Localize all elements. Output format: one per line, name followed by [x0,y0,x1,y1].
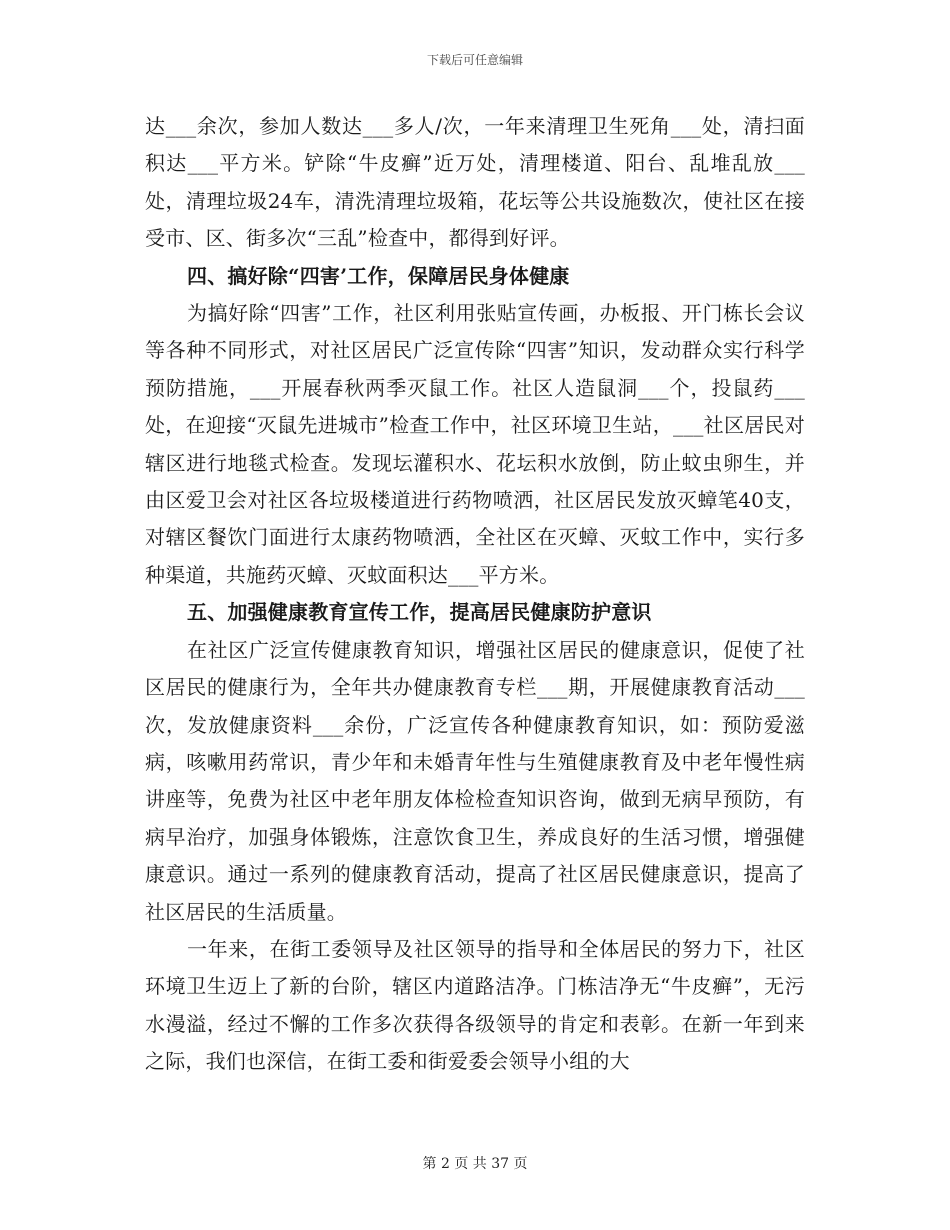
page-header-note: 下载后可任意编辑 [426,53,523,67]
paragraph-cleanup-summary: 达___余次，参加人数达___多人/次，一年来清理卫生死角___处，清扫面积达___平方米。铲除“牛皮癣”近万处，清理楼道、阳台、乱堆乱放___处，清理垃圾24车，清洗清理垃圾箱，花坛等公共设施数次，使社区在接受市、区、街多次“三乱”检查中，都得到好评。 [145,114,805,251]
document-body [145,108,805,1081]
section-heading-health-education: 五、加强健康教育宣传工作，提高居民健康防护意识 [187,600,652,625]
paragraph-year-summary: 一年来，在街工委领导及社区领导的指导和全体居民的努力下，社区环境卫生迈上了新的台阶，辖区内道路洁净。门栋洁净无“牛皮癣”，无污水漫溢，经过不懈的工作多次获得各级领导的肯定和表彰。在新一年到来之际，我们也深信，在街工委和街爱委会领导小组的大 [145,936,805,1074]
page-number: 第 2 页 共 37 页 [422,1156,528,1172]
section-heading-four-pests: 四、搞好除“四害’工作，保障居民身体健康 [187,263,570,288]
paragraph-four-pests: 为搞好除“四害”工作，社区利用张贴宣传画，办板报、开门栋长会议等各种不同形式，对社区居民广泛宣传除“四害”知识，发动群众实行科学预防措施，___开展春秋两季灭鼠工作。社区人造鼠洞___个，投鼠药___处，在迎接“灭鼠先进城市”检查工作中，社区环境卫生站，___社区居民对辖区进行地毯式检查。发现坛灌积水、花坛积水放倒，防止蚊虫卵生，并由区爱卫会对社区各垃圾楼道进行药物喷洒，社区居民发放灭蟑笔40支，对辖区餐饮门面进行太康药物喷洒，全社区在灭蟑、灭蚊工作中，实行多种渠道，共施药灭蟑、灭蚊面积达___平方米。 [145,301,805,587]
paragraph-health-education: 在社区广泛宣传健康教育知识，增强社区居民的健康意识，促使了社区居民的健康行为，全年共办健康教育专栏___期，开展健康教育活动___次，发放健康资料___余份，广泛宣传各种健康教育知识，如：预防爱滋病，咳嗽用药常识，青少年和未婚青年性与生殖健康教育及中老年慢性病讲座等，免费为社区中老年朋友体检检查知识咨询，做到无病早预防，有病早治疗，加强身体锻炼，注意饮食卫生，养成良好的生活习惯，增强健康意识。通过一系列的健康教育活动，提高了社区居民健康意识，提高了社区居民的生活质量。 [145,637,805,924]
